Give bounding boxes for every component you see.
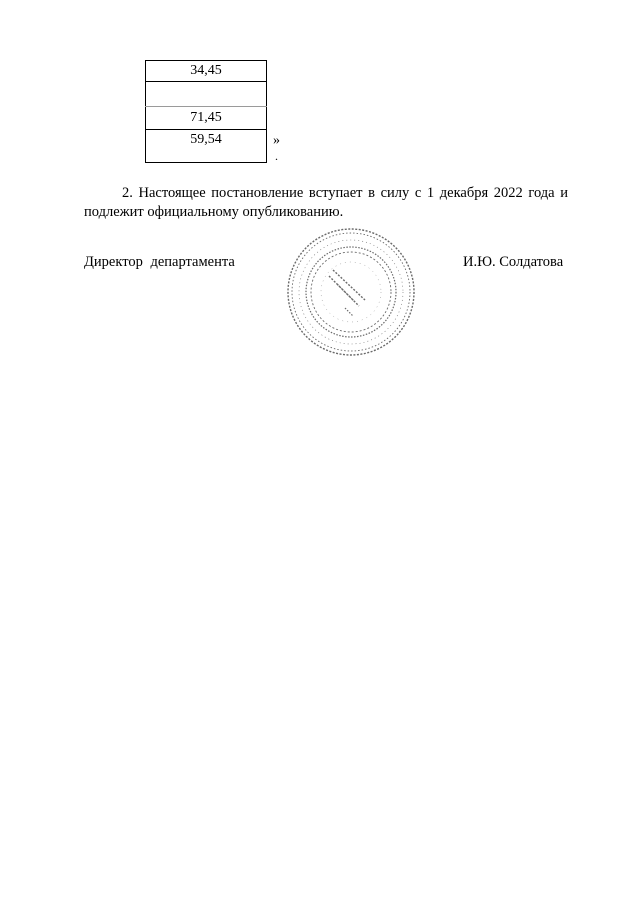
closing-dot: . [275,149,278,163]
table-cell: 71,45 [146,107,267,130]
effective-date-paragraph: 2. Настоящее постановление вступает в силу с 1 декабря 2022 года и подлежит официальному опубликованию. [84,185,568,220]
signer-name: И.Ю. Солдатова [463,254,564,270]
tariff-values-table [145,60,267,163]
table-cell: 59,54 [146,130,267,163]
closing-quote: » [273,133,280,148]
table-cell [146,82,267,107]
table-cell: 34,45 [146,61,267,82]
official-seal-stamp-icon [285,226,417,358]
signer-position: Директор департамента [84,254,235,270]
